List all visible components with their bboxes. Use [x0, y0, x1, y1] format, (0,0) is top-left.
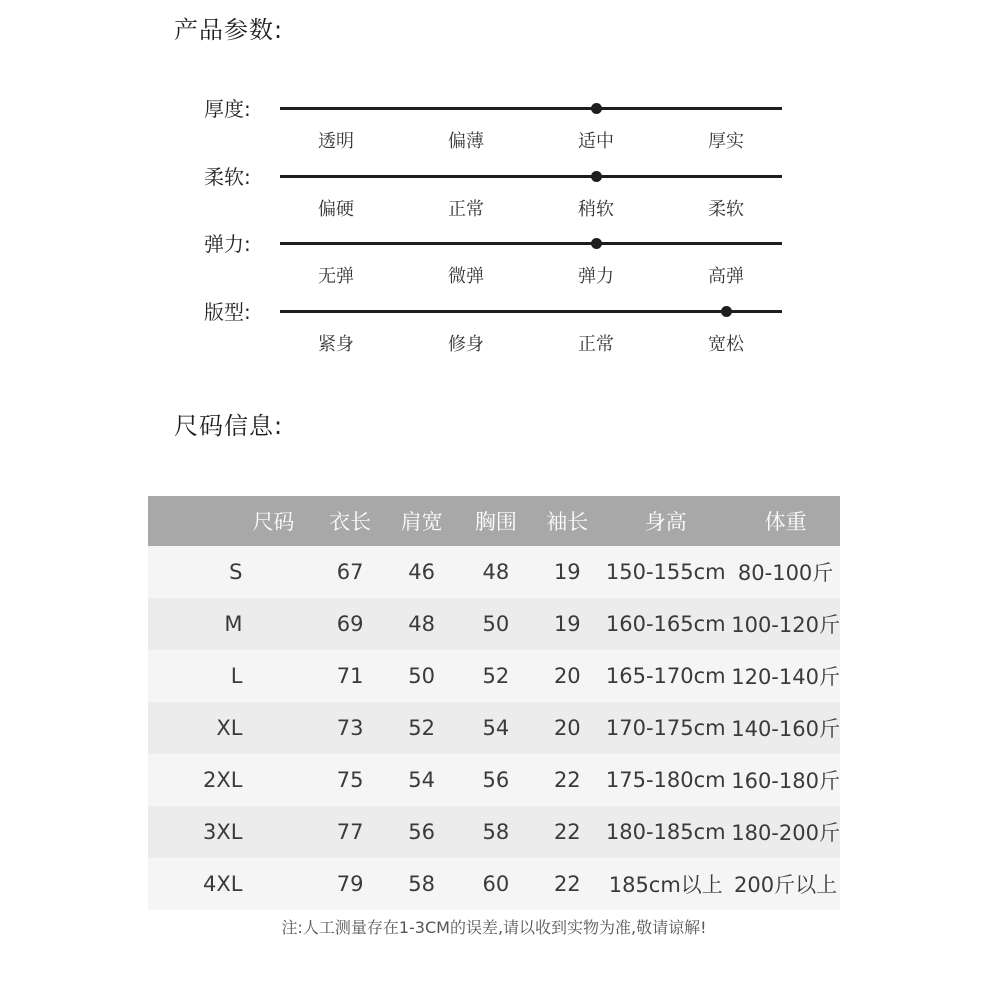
table-cell: 4XL — [148, 858, 314, 910]
table-cell: 100-120斤 — [731, 598, 840, 650]
size-table-header-cell: 尺码 — [148, 496, 314, 546]
table-cell: 54 — [457, 702, 534, 754]
param-slider-track — [280, 107, 782, 110]
table-cell: 58 — [386, 858, 457, 910]
param-row — [0, 165, 988, 235]
table-row — [148, 858, 840, 910]
size-table-header-cell: 胸围 — [457, 496, 534, 546]
table-cell: 71 — [314, 650, 385, 702]
table-cell: 77 — [314, 806, 385, 858]
table-cell: 58 — [457, 806, 534, 858]
table-cell: 180-200斤 — [731, 806, 840, 858]
param-option-label: 无弹 — [318, 266, 354, 287]
size-title: 尺码信息: — [174, 412, 284, 440]
param-option-label: 柔软 — [708, 199, 744, 220]
table-cell: 48 — [386, 598, 457, 650]
param-option-label: 宽松 — [708, 334, 744, 355]
table-cell: 175-180cm — [600, 754, 731, 806]
size-table-header-cell: 体重 — [731, 496, 840, 546]
table-cell: 160-165cm — [600, 598, 731, 650]
param-slider-track — [280, 242, 782, 245]
table-cell: 160-180斤 — [731, 754, 840, 806]
table-cell: 50 — [386, 650, 457, 702]
table-cell: 75 — [314, 754, 385, 806]
table-cell: 60 — [457, 858, 534, 910]
param-option-label: 透明 — [318, 131, 354, 152]
table-cell: 80-100斤 — [731, 546, 840, 598]
table-cell: XL — [148, 702, 314, 754]
size-table — [148, 496, 840, 910]
table-cell: 22 — [534, 754, 600, 806]
size-table-header-cell: 身高 — [600, 496, 731, 546]
table-row — [148, 546, 840, 598]
table-cell: 56 — [457, 754, 534, 806]
table-cell: 48 — [457, 546, 534, 598]
param-option-label: 厚实 — [708, 131, 744, 152]
table-row — [148, 650, 840, 702]
table-cell: 22 — [534, 858, 600, 910]
param-option-label: 高弹 — [708, 266, 744, 287]
size-table-header-cell: 袖长 — [534, 496, 600, 546]
table-cell: 20 — [534, 650, 600, 702]
param-slider-marker — [591, 171, 602, 182]
param-option-label: 偏薄 — [448, 131, 484, 152]
table-cell: S — [148, 546, 314, 598]
table-row — [148, 598, 840, 650]
table-cell: 140-160斤 — [731, 702, 840, 754]
table-row — [148, 754, 840, 806]
table-cell: 180-185cm — [600, 806, 731, 858]
table-cell: 50 — [457, 598, 534, 650]
table-cell: 79 — [314, 858, 385, 910]
table-cell: 3XL — [148, 806, 314, 858]
param-option-label: 正常 — [448, 199, 484, 220]
param-row — [0, 232, 988, 302]
size-table-header — [148, 496, 840, 546]
disclaimer-note: 注:人工测量存在1-3CM的误差,请以收到实物为准,敬请谅解! — [281, 918, 707, 937]
table-cell: 120-140斤 — [731, 650, 840, 702]
table-cell: 20 — [534, 702, 600, 754]
param-slider-marker — [721, 306, 732, 317]
table-cell: 73 — [314, 702, 385, 754]
param-slider-track — [280, 175, 782, 178]
param-label: 版型: — [204, 300, 251, 324]
table-cell: 69 — [314, 598, 385, 650]
param-option-label: 稍软 — [578, 199, 614, 220]
table-cell: 2XL — [148, 754, 314, 806]
params-title: 产品参数: — [174, 16, 284, 44]
param-row — [0, 97, 988, 167]
table-cell: 52 — [457, 650, 534, 702]
param-option-label: 适中 — [578, 131, 614, 152]
param-slider-track — [280, 310, 782, 313]
size-table-header-cell: 衣长 — [314, 496, 385, 546]
table-cell: 56 — [386, 806, 457, 858]
param-label: 柔软: — [204, 165, 251, 189]
table-cell: 19 — [534, 546, 600, 598]
table-cell: M — [148, 598, 314, 650]
table-cell: 22 — [534, 806, 600, 858]
size-table-header-cell: 肩宽 — [386, 496, 457, 546]
param-row — [0, 300, 988, 370]
table-cell: L — [148, 650, 314, 702]
table-cell: 46 — [386, 546, 457, 598]
param-option-label: 紧身 — [318, 334, 354, 355]
table-cell: 200斤以上 — [731, 858, 840, 910]
param-option-label: 偏硬 — [318, 199, 354, 220]
param-option-label: 正常 — [578, 334, 614, 355]
table-cell: 150-155cm — [600, 546, 731, 598]
param-label: 弹力: — [204, 232, 251, 256]
table-cell: 170-175cm — [600, 702, 731, 754]
param-option-label: 修身 — [448, 334, 484, 355]
table-cell: 165-170cm — [600, 650, 731, 702]
table-cell: 52 — [386, 702, 457, 754]
table-cell: 19 — [534, 598, 600, 650]
param-slider-marker — [591, 238, 602, 249]
param-option-label: 弹力 — [578, 266, 614, 287]
param-slider-marker — [591, 103, 602, 114]
table-cell: 54 — [386, 754, 457, 806]
table-row — [148, 702, 840, 754]
param-label: 厚度: — [204, 97, 251, 121]
table-cell: 185cm以上 — [600, 858, 731, 910]
param-option-label: 微弹 — [448, 266, 484, 287]
table-row — [148, 806, 840, 858]
table-cell: 67 — [314, 546, 385, 598]
